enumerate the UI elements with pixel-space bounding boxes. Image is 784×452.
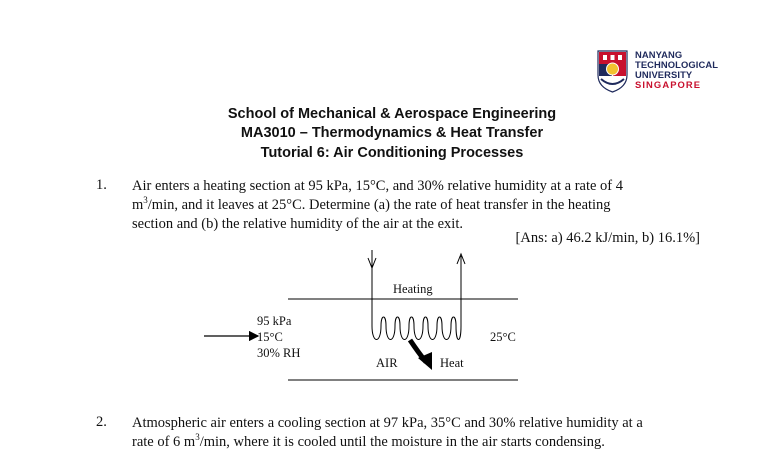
- question-2-number: 2.: [96, 414, 107, 430]
- heating-label: Heating: [393, 282, 433, 296]
- logo-line-1: NANYANG: [635, 49, 683, 60]
- inlet-humidity-label: 30% RH: [257, 346, 301, 360]
- inlet-pressure-label: 95 kPa: [257, 314, 292, 328]
- diagram-drawing: [200, 244, 530, 384]
- outlet-temperature-label: 25°C: [490, 330, 516, 344]
- school-title: School of Mechanical & Aerospace Engineering: [227, 106, 557, 122]
- question-2-text: [132, 414, 701, 452]
- university-logo: [596, 49, 721, 95]
- question-2-line-2: rate of 6 $m^3/\min$, where it is cooled until the moisture in the air starts condensing.: [132, 432, 605, 450]
- air-label: AIR: [376, 356, 398, 370]
- tutorial-title: Tutorial 6: Air Conditioning Processes: [260, 145, 524, 161]
- inlet-temperature-label: 15°C: [257, 330, 283, 344]
- heating-section-diagram: [200, 244, 530, 384]
- heating-coil: [372, 317, 461, 340]
- question-1-line-3: section and (b) the relative humidity of the air at the exit.: [132, 216, 463, 232]
- question-1-number: 1.: [96, 177, 107, 193]
- logo-line-2: TECHNOLOGICAL: [635, 59, 719, 70]
- course-title: MA3010 – Thermodynamics & Heat Transfer: [240, 125, 544, 141]
- logo-wordmark: [635, 50, 718, 90]
- question-1-text: [132, 177, 701, 234]
- logo-line-3: UNIVERSITY: [635, 69, 693, 80]
- ntu-crest-icon: [596, 49, 629, 93]
- logo-line-4: SINGAPORE: [635, 79, 702, 90]
- question-1-line-2: $m^3/\min$, and it leaves at 25°C. Determine (a) the rate of heat transfer in the heating: [132, 195, 611, 213]
- heat-label: Heat: [440, 356, 464, 370]
- question-1-answer: [Ans: a) 46.2 kJ/min, b) 16.1%]: [515, 230, 700, 246]
- question-1-line-1: Air enters a heating section at 95 kPa, 15°C, and 30% relative humidity at a rate of 4: [132, 178, 624, 194]
- question-2-line-1: Atmospheric air enters a cooling section at 97 kPa, 35°C and 30% relative humidity at a: [132, 415, 643, 431]
